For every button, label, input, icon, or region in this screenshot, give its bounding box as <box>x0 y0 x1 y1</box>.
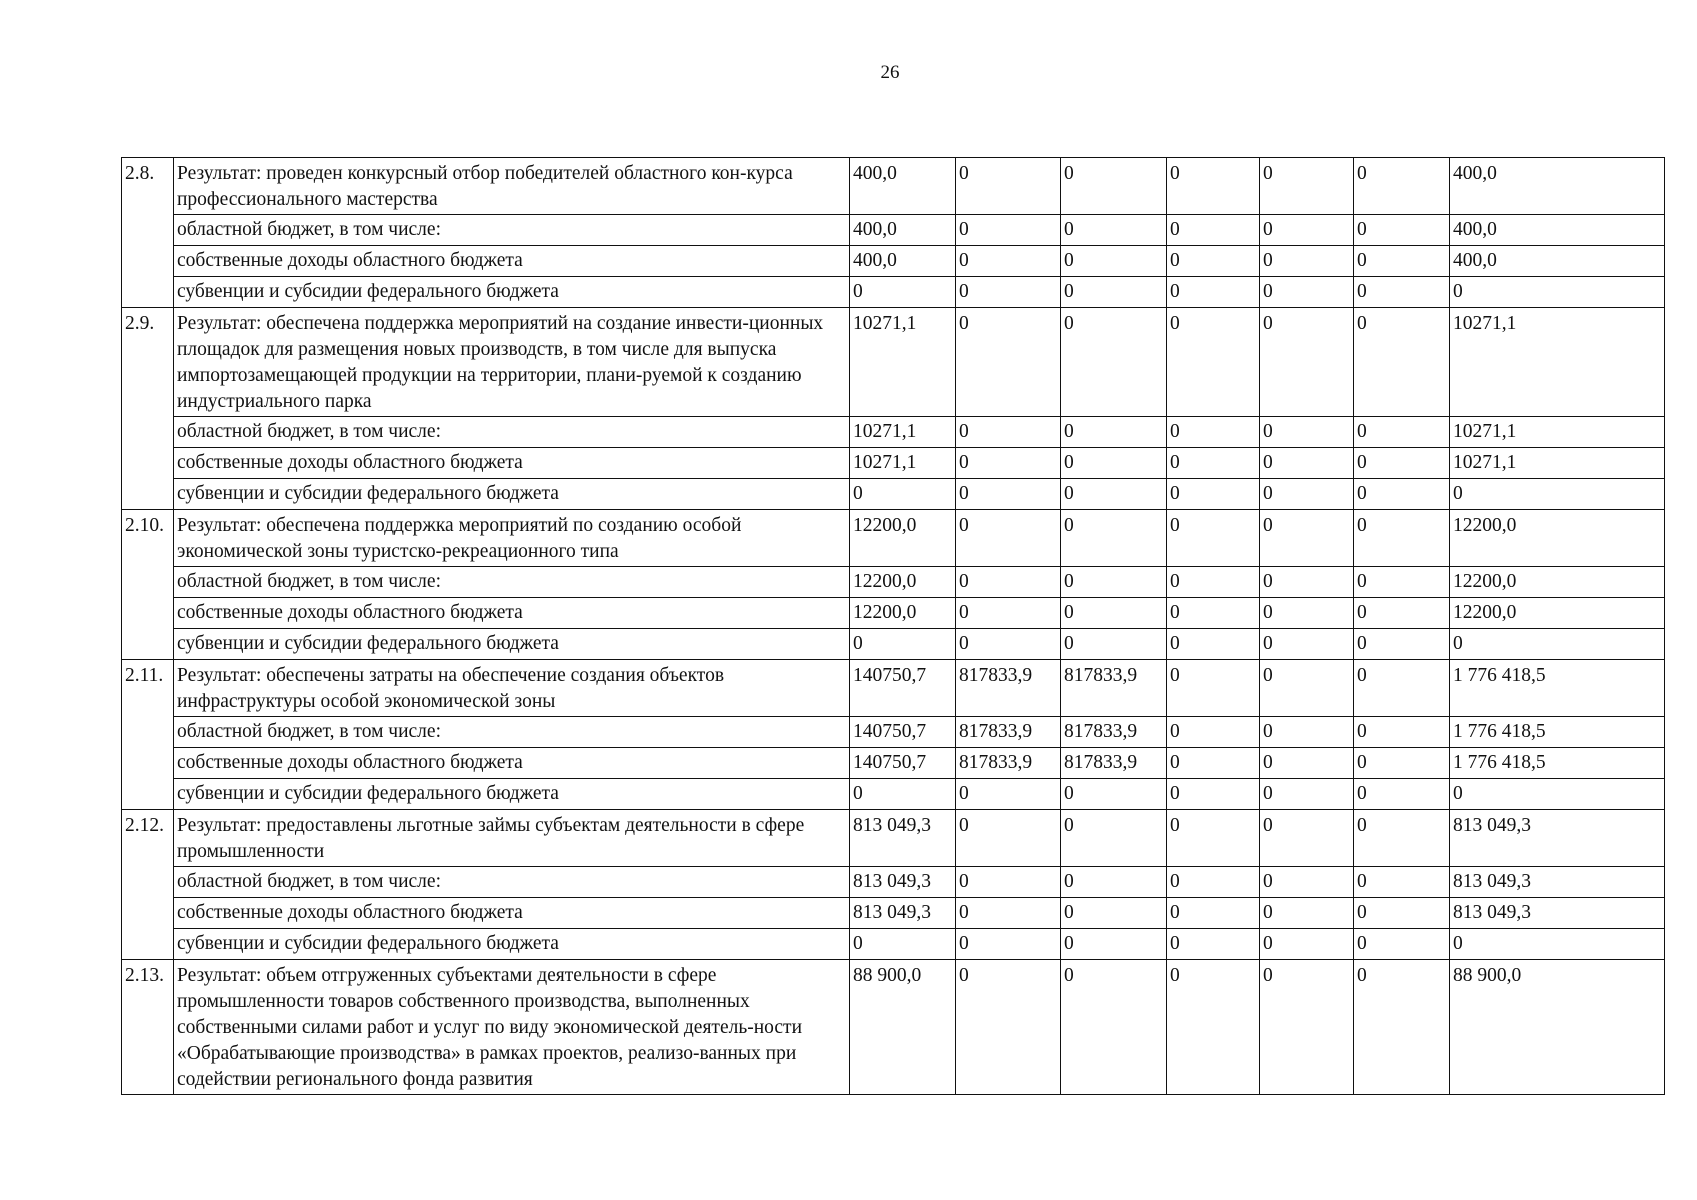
amount-cell: 0 <box>956 215 1061 246</box>
funding-source-label: субвенции и субсидии федерального бюджета <box>174 479 850 510</box>
amount-cell: 1 776 418,5 <box>1450 748 1665 779</box>
amount-cell: 0 <box>1260 479 1354 510</box>
amount-cell: 140750,7 <box>850 748 956 779</box>
funding-source-label: областной бюджет, в том числе: <box>174 215 850 246</box>
result-description: Результат: обеспечена поддержка мероприятий по созданию особой экономической зоны туристско-рекреационного типа <box>174 510 850 567</box>
funding-source-label: собственные доходы областного бюджета <box>174 748 850 779</box>
amount-cell: 10271,1 <box>1450 308 1665 417</box>
result-description: Результат: проведен конкурсный отбор победителей областного кон-курса профессионального мастерства <box>174 158 850 215</box>
amount-cell: 0 <box>1260 929 1354 960</box>
amount-cell: 0 <box>1061 779 1167 810</box>
amount-cell: 10271,1 <box>1450 417 1665 448</box>
funding-source-label: собственные доходы областного бюджета <box>174 448 850 479</box>
funding-source-label: собственные доходы областного бюджета <box>174 898 850 929</box>
funding-source-label: собственные доходы областного бюджета <box>174 246 850 277</box>
amount-cell: 0 <box>850 629 956 660</box>
amount-cell: 0 <box>956 448 1061 479</box>
amount-cell: 0 <box>1260 417 1354 448</box>
amount-cell: 817833,9 <box>1061 660 1167 717</box>
amount-cell: 0 <box>1061 308 1167 417</box>
amount-cell: 0 <box>1260 898 1354 929</box>
amount-cell: 0 <box>1167 277 1260 308</box>
funding-source-label: субвенции и субсидии федерального бюджета <box>174 629 850 660</box>
row-index: 2.11. <box>122 660 174 810</box>
amount-cell: 813 049,3 <box>850 810 956 867</box>
amount-cell: 0 <box>1061 510 1167 567</box>
amount-cell: 140750,7 <box>850 660 956 717</box>
amount-cell: 0 <box>1167 448 1260 479</box>
funding-source-label: субвенции и субсидии федерального бюджета <box>174 929 850 960</box>
amount-cell: 0 <box>1450 779 1665 810</box>
amount-cell: 0 <box>1167 510 1260 567</box>
row-index: 2.12. <box>122 810 174 960</box>
amount-cell: 0 <box>1061 598 1167 629</box>
amount-cell: 0 <box>1354 510 1450 567</box>
amount-cell: 0 <box>1061 448 1167 479</box>
result-row <box>122 960 1665 1095</box>
amount-cell: 817833,9 <box>1061 748 1167 779</box>
amount-cell: 0 <box>1260 717 1354 748</box>
result-row <box>122 810 1665 867</box>
amount-cell: 0 <box>956 598 1061 629</box>
amount-cell: 10271,1 <box>1450 448 1665 479</box>
amount-cell: 0 <box>1354 779 1450 810</box>
funding-source-label: областной бюджет, в том числе: <box>174 567 850 598</box>
amount-cell: 0 <box>956 810 1061 867</box>
amount-cell: 0 <box>1260 510 1354 567</box>
amount-cell: 400,0 <box>1450 215 1665 246</box>
amount-cell: 1 776 418,5 <box>1450 717 1665 748</box>
amount-cell: 0 <box>1450 929 1665 960</box>
amount-cell: 12200,0 <box>850 567 956 598</box>
amount-cell: 0 <box>1260 748 1354 779</box>
amount-cell: 88 900,0 <box>1450 960 1665 1095</box>
funding-source-row <box>122 867 1665 898</box>
amount-cell: 813 049,3 <box>850 867 956 898</box>
amount-cell: 0 <box>1354 867 1450 898</box>
budget-table <box>121 157 1665 1095</box>
amount-cell: 817833,9 <box>1061 717 1167 748</box>
amount-cell: 0 <box>956 960 1061 1095</box>
funding-source-label: областной бюджет, в том числе: <box>174 717 850 748</box>
amount-cell: 0 <box>956 246 1061 277</box>
amount-cell: 0 <box>1167 748 1260 779</box>
funding-source-row <box>122 215 1665 246</box>
amount-cell: 0 <box>1061 867 1167 898</box>
amount-cell: 140750,7 <box>850 717 956 748</box>
funding-source-row <box>122 929 1665 960</box>
amount-cell: 0 <box>1061 960 1167 1095</box>
amount-cell: 0 <box>1260 960 1354 1095</box>
amount-cell: 0 <box>1354 810 1450 867</box>
amount-cell: 0 <box>1354 629 1450 660</box>
amount-cell: 0 <box>1260 246 1354 277</box>
amount-cell: 813 049,3 <box>1450 867 1665 898</box>
amount-cell: 0 <box>1167 567 1260 598</box>
funding-source-row <box>122 898 1665 929</box>
amount-cell: 0 <box>1061 810 1167 867</box>
funding-source-label: субвенции и субсидии федерального бюджета <box>174 277 850 308</box>
funding-source-label: собственные доходы областного бюджета <box>174 598 850 629</box>
amount-cell: 1 776 418,5 <box>1450 660 1665 717</box>
row-index: 2.8. <box>122 158 174 308</box>
amount-cell: 0 <box>1260 810 1354 867</box>
amount-cell: 400,0 <box>1450 158 1665 215</box>
amount-cell: 0 <box>1167 215 1260 246</box>
result-row <box>122 510 1665 567</box>
amount-cell: 0 <box>1450 629 1665 660</box>
amount-cell: 0 <box>1260 779 1354 810</box>
amount-cell: 0 <box>1167 960 1260 1095</box>
funding-source-row <box>122 448 1665 479</box>
amount-cell: 0 <box>956 898 1061 929</box>
amount-cell: 0 <box>1354 246 1450 277</box>
amount-cell: 0 <box>1167 717 1260 748</box>
amount-cell: 12200,0 <box>1450 510 1665 567</box>
amount-cell: 0 <box>1260 215 1354 246</box>
amount-cell: 0 <box>956 277 1061 308</box>
funding-source-row <box>122 277 1665 308</box>
amount-cell: 0 <box>1167 629 1260 660</box>
funding-source-label: субвенции и субсидии федерального бюджета <box>174 779 850 810</box>
amount-cell: 0 <box>1354 215 1450 246</box>
amount-cell: 10271,1 <box>850 417 956 448</box>
page-number: 26 <box>880 62 900 83</box>
amount-cell: 12200,0 <box>850 510 956 567</box>
amount-cell: 0 <box>1260 629 1354 660</box>
amount-cell: 10271,1 <box>850 448 956 479</box>
amount-cell: 0 <box>1167 158 1260 215</box>
funding-source-label: областной бюджет, в том числе: <box>174 417 850 448</box>
amount-cell: 0 <box>1260 598 1354 629</box>
amount-cell: 0 <box>1167 867 1260 898</box>
amount-cell: 0 <box>1167 417 1260 448</box>
amount-cell: 817833,9 <box>956 748 1061 779</box>
amount-cell: 0 <box>956 417 1061 448</box>
amount-cell: 12200,0 <box>1450 598 1665 629</box>
row-index: 2.10. <box>122 510 174 660</box>
amount-cell: 0 <box>956 479 1061 510</box>
row-index: 2.9. <box>122 308 174 510</box>
amount-cell: 817833,9 <box>956 660 1061 717</box>
amount-cell: 0 <box>1061 277 1167 308</box>
amount-cell: 0 <box>1061 629 1167 660</box>
result-row <box>122 308 1665 417</box>
amount-cell: 813 049,3 <box>850 898 956 929</box>
amount-cell: 88 900,0 <box>850 960 956 1095</box>
amount-cell: 0 <box>1354 660 1450 717</box>
amount-cell: 0 <box>956 308 1061 417</box>
amount-cell: 400,0 <box>850 246 956 277</box>
result-description: Результат: предоставлены льготные займы субъектам деятельности в сфере промышленности <box>174 810 850 867</box>
amount-cell: 813 049,3 <box>1450 898 1665 929</box>
amount-cell: 0 <box>850 929 956 960</box>
amount-cell: 0 <box>1167 779 1260 810</box>
amount-cell: 0 <box>1061 567 1167 598</box>
amount-cell: 0 <box>1354 717 1450 748</box>
funding-source-row <box>122 598 1665 629</box>
amount-cell: 12200,0 <box>850 598 956 629</box>
result-row <box>122 158 1665 215</box>
funding-source-row <box>122 779 1665 810</box>
result-description: Результат: объем отгруженных субъектами деятельности в сфере промышленности товаров собственного производства, выполненных собственными силами работ и услуг по виду экономической деятель-ности «Обрабатывающие производства» в рамках проектов, реализо-ванных при содействии регионального фонда развития <box>174 960 850 1095</box>
amount-cell: 0 <box>1354 598 1450 629</box>
amount-cell: 0 <box>1061 929 1167 960</box>
amount-cell: 0 <box>1354 277 1450 308</box>
funding-source-row <box>122 246 1665 277</box>
amount-cell: 0 <box>1354 479 1450 510</box>
amount-cell: 0 <box>1354 308 1450 417</box>
amount-cell: 817833,9 <box>956 717 1061 748</box>
amount-cell: 0 <box>1354 158 1450 215</box>
amount-cell: 813 049,3 <box>1450 810 1665 867</box>
funding-source-row <box>122 567 1665 598</box>
amount-cell: 400,0 <box>850 215 956 246</box>
amount-cell: 12200,0 <box>1450 567 1665 598</box>
amount-cell: 0 <box>1167 929 1260 960</box>
amount-cell: 0 <box>1061 158 1167 215</box>
funding-source-row <box>122 748 1665 779</box>
amount-cell: 0 <box>956 567 1061 598</box>
amount-cell: 0 <box>956 629 1061 660</box>
amount-cell: 0 <box>1260 660 1354 717</box>
row-index: 2.13. <box>122 960 174 1095</box>
amount-cell: 400,0 <box>1450 246 1665 277</box>
amount-cell: 0 <box>1260 867 1354 898</box>
amount-cell: 0 <box>1061 417 1167 448</box>
amount-cell: 0 <box>1167 598 1260 629</box>
amount-cell: 0 <box>1167 810 1260 867</box>
amount-cell: 0 <box>1260 448 1354 479</box>
amount-cell: 0 <box>956 929 1061 960</box>
amount-cell: 0 <box>850 479 956 510</box>
amount-cell: 0 <box>956 158 1061 215</box>
amount-cell: 0 <box>1167 308 1260 417</box>
amount-cell: 0 <box>1061 246 1167 277</box>
result-row <box>122 660 1665 717</box>
amount-cell: 0 <box>1260 308 1354 417</box>
amount-cell: 0 <box>1260 158 1354 215</box>
result-description: Результат: обеспечена поддержка мероприятий на создание инвести-ционных площадок для размещения новых производств, в том числе для выпуска импортозамещающей продукции на территории, плани-руемой к созданию индустриального парка <box>174 308 850 417</box>
funding-source-row <box>122 629 1665 660</box>
amount-cell: 0 <box>1167 660 1260 717</box>
amount-cell: 0 <box>1061 479 1167 510</box>
amount-cell: 0 <box>1450 479 1665 510</box>
amount-cell: 0 <box>1260 277 1354 308</box>
amount-cell: 400,0 <box>850 158 956 215</box>
amount-cell: 0 <box>1354 898 1450 929</box>
funding-source-row <box>122 479 1665 510</box>
funding-source-label: областной бюджет, в том числе: <box>174 867 850 898</box>
amount-cell: 0 <box>956 510 1061 567</box>
amount-cell: 0 <box>1167 898 1260 929</box>
amount-cell: 0 <box>1354 417 1450 448</box>
result-description: Результат: обеспечены затраты на обеспечение создания объектов инфраструктуры особой экономической зоны <box>174 660 850 717</box>
amount-cell: 0 <box>1354 448 1450 479</box>
amount-cell: 0 <box>1061 898 1167 929</box>
amount-cell: 0 <box>1450 277 1665 308</box>
amount-cell: 0 <box>1167 246 1260 277</box>
amount-cell: 0 <box>1354 929 1450 960</box>
table-body <box>122 158 1665 1095</box>
amount-cell: 0 <box>1061 215 1167 246</box>
funding-source-row <box>122 717 1665 748</box>
amount-cell: 0 <box>850 277 956 308</box>
amount-cell: 0 <box>1354 960 1450 1095</box>
funding-source-row <box>122 417 1665 448</box>
amount-cell: 0 <box>956 867 1061 898</box>
amount-cell: 0 <box>1167 479 1260 510</box>
amount-cell: 0 <box>1260 567 1354 598</box>
amount-cell: 0 <box>1354 748 1450 779</box>
amount-cell: 10271,1 <box>850 308 956 417</box>
amount-cell: 0 <box>956 779 1061 810</box>
amount-cell: 0 <box>850 779 956 810</box>
amount-cell: 0 <box>1354 567 1450 598</box>
